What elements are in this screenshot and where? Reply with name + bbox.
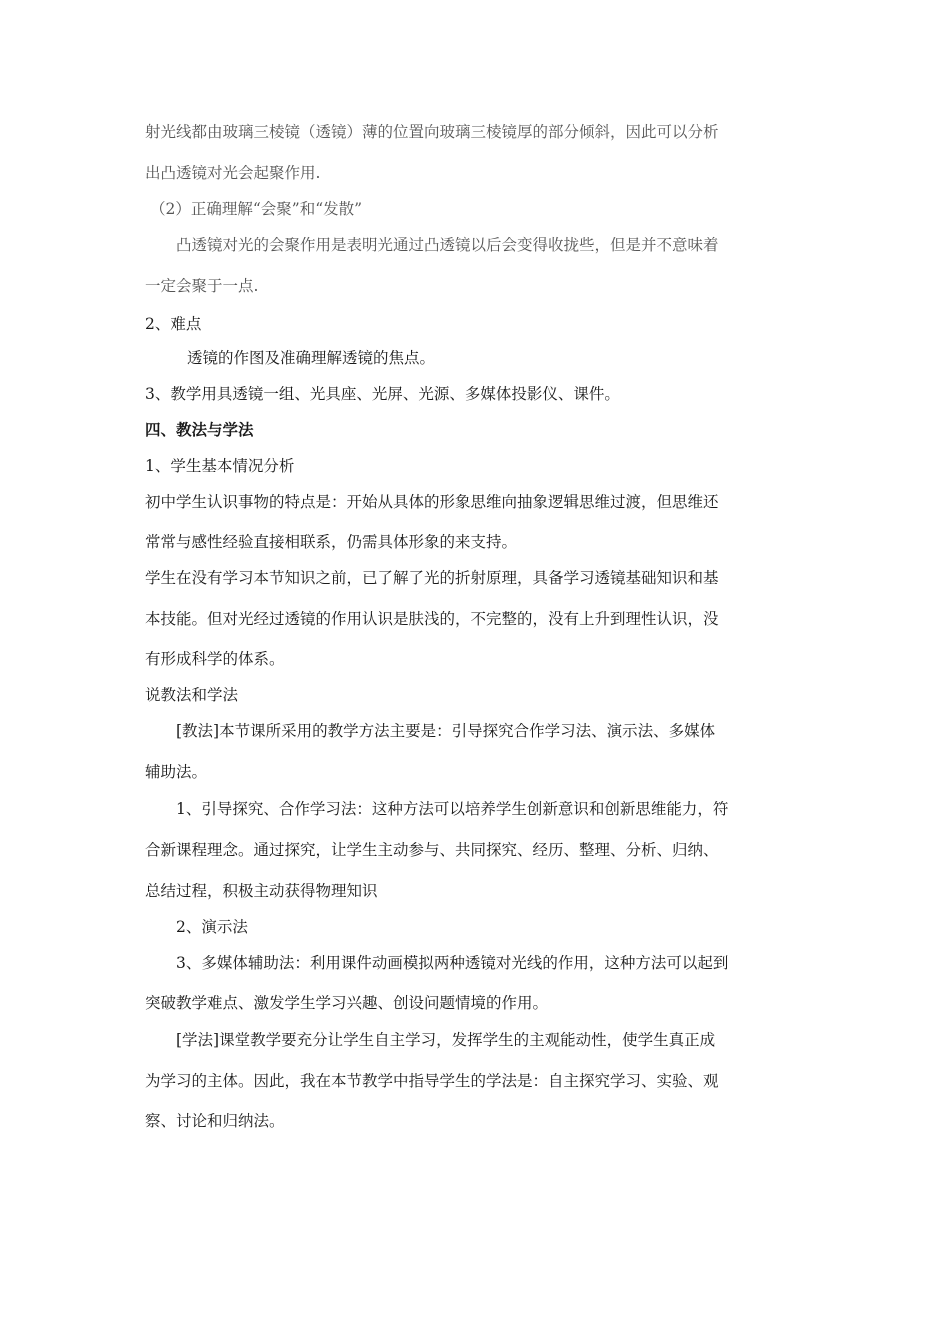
paragraph-line: 常常与感性经验直接相联系，仍需具体形象的来支持。 bbox=[145, 533, 518, 551]
paragraph-line: 合新课程理念。通过探究，让学生主动参与、共同探究、经历、整理、分析、归纳、 bbox=[145, 841, 719, 859]
paragraph-line: 初中学生认识事物的特点是：开始从具体的形象思维向抽象逻辑思维过渡，但思维还 bbox=[145, 493, 719, 511]
paragraph-line: 1、引导探究、合作学习法：这种方法可以培养学生创新意识和创新思维能力，符 bbox=[176, 800, 729, 818]
paragraph-line: 出凸透镜对光会起聚作用. bbox=[145, 164, 321, 182]
paragraph-line: 透镜的作图及准确理解透镜的焦点。 bbox=[187, 349, 436, 367]
section-title: 四、教法与学法 bbox=[145, 421, 254, 439]
paragraph-line: 本技能。但对光经过透镜的作用认识是肤浅的，不完整的，没有上升到理性认识，没 bbox=[145, 610, 719, 628]
section-heading: 说教法和学法 bbox=[145, 686, 239, 704]
paragraph-line: 突破教学难点、激发学生学习兴趣、创设问题情境的作用。 bbox=[145, 994, 549, 1012]
paragraph-line: 有形成科学的体系。 bbox=[145, 650, 285, 668]
paragraph-line: 辅助法。 bbox=[145, 763, 208, 781]
subheading-line: （2）正确理解“会聚”和“发散” bbox=[150, 200, 363, 218]
paragraph-line: 为学习的主体。因此，我在本节教学中指导学生的学法是：自主探究学习、实验、观 bbox=[145, 1072, 719, 1090]
paragraph-line: 凸透镜对光的会聚作用是表明光通过凸透镜以后会变得收拢些，但是并不意味着 bbox=[176, 236, 719, 254]
paragraph-line: 察、讨论和归纳法。 bbox=[145, 1112, 285, 1130]
paragraph-line: 2、演示法 bbox=[176, 918, 248, 936]
section-heading: 2、难点 bbox=[145, 315, 202, 333]
paragraph-line: [学法]课堂教学要充分让学生自主学习，发挥学生的主观能动性，使学生真正成 bbox=[176, 1031, 716, 1049]
paragraph-line: 学生在没有学习本节知识之前，已了解了光的折射原理，具备学习透镜基础知识和基 bbox=[145, 569, 719, 587]
paragraph-line: 总结过程，积极主动获得物理知识 bbox=[145, 882, 378, 900]
paragraph-line: 射光线都由玻璃三棱镜（透镜）薄的位置向玻璃三棱镜厚的部分倾斜，因此可以分析 bbox=[145, 123, 719, 141]
paragraph-line: 3、多媒体辅助法：利用课件动画模拟两种透镜对光线的作用，这种方法可以起到 bbox=[176, 954, 729, 972]
section-heading: 1、学生基本情况分析 bbox=[145, 457, 295, 475]
paragraph-line: [教法]本节课所采用的教学方法主要是：引导探究合作学习法、演示法、多媒体 bbox=[176, 722, 716, 740]
paragraph-line: 一定会聚于一点. bbox=[145, 277, 259, 295]
paragraph-line: 3、教学用具透镜一组、光具座、光屏、光源、多媒体投影仪、课件。 bbox=[145, 385, 620, 403]
